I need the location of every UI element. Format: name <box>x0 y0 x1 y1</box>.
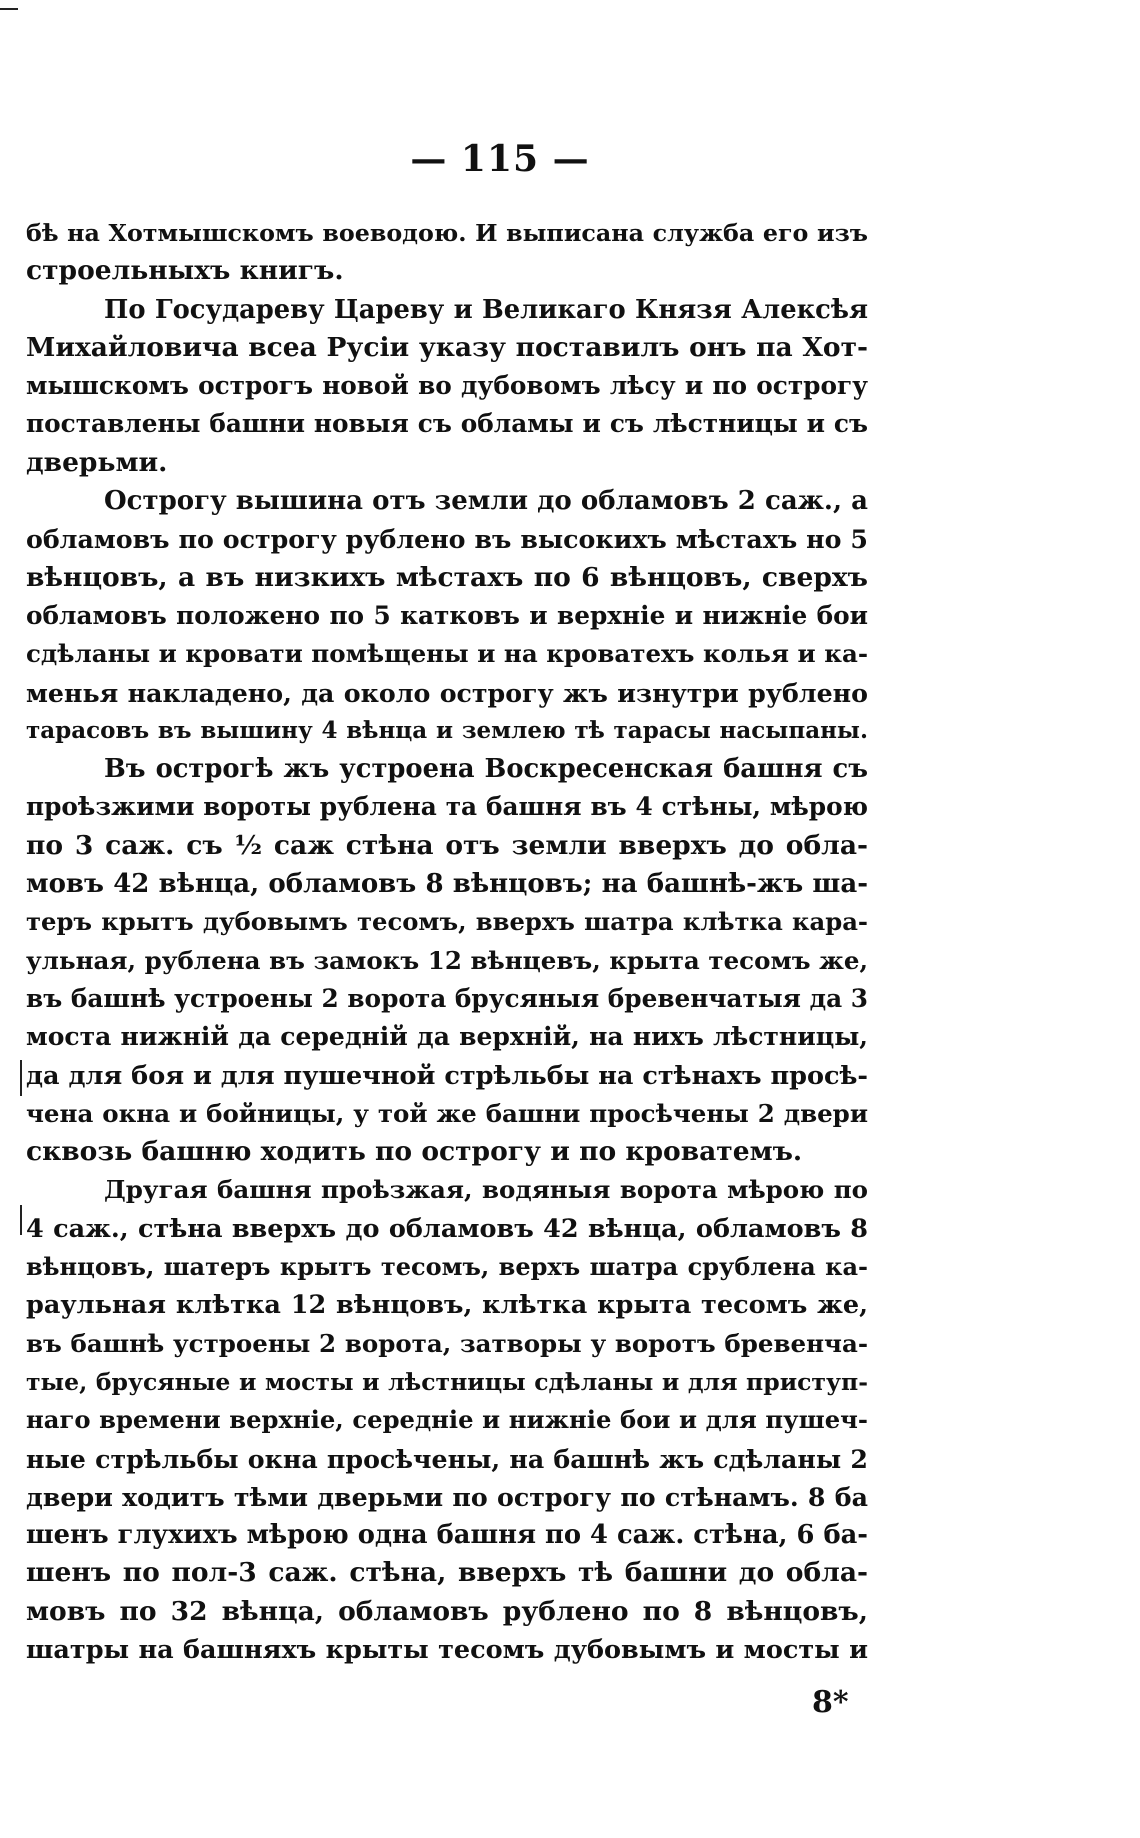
body-text <box>26 214 868 1669</box>
text-line: ные стрѣльбы окна просѣчены, на башнѣ жъ сдѣланы 2 <box>26 1443 868 1474</box>
text-line: двери ходитъ тѣми дверьми по острогу по стѣнамъ. 8 ба <box>26 1481 868 1512</box>
text-line: По Государеву Цареву и Великаго Князя Алексѣя <box>104 294 868 325</box>
text-line: чена окна и бойницы, у той же башни просѣчены 2 двери <box>26 1098 868 1128</box>
text-line: тарасовъ въ вышину 4 вѣнца и землею тѣ тарасы насыпаны. <box>26 716 868 744</box>
text-line: Острогу вышина отъ земли до обламовъ 2 саж., а <box>104 486 868 517</box>
text-line: по 3 саж. съ ½ саж стѣна отъ земли вверхъ до обла- <box>26 829 868 861</box>
text-line: раульная клѣтка 12 вѣнцовъ, клѣтка крыта тесомъ же, <box>26 1290 868 1321</box>
edge-mark <box>20 1060 22 1096</box>
text-line: наго времени верхніе, середніе и нижніе бои и для пушеч- <box>26 1405 868 1435</box>
signature-mark: 8* <box>812 1685 849 1720</box>
text-line: шенъ глухихъ мѣрою одна башня по 4 саж. стѣна, 6 ба- <box>26 1520 868 1551</box>
text-line: мовъ 42 вѣнца, обламовъ 8 вѣнцовъ; на башнѣ-жъ ша- <box>26 869 868 900</box>
text-line: мовъ по 32 вѣнца, обламовъ рублено по 8 вѣнцовъ, <box>26 1595 868 1627</box>
text-line: тые, брусяные и мосты и лѣстницы сдѣланы и для приступ- <box>26 1367 868 1396</box>
text-line: шатры на башняхъ крыты тесомъ дубовымъ и мосты и <box>26 1634 868 1665</box>
text-line: въ башнѣ устроены 2 ворота брусяныя бревенчатыя да 3 <box>26 983 868 1013</box>
text-line: сдѣланы и кровати помѣщены и на кроватехъ колья и ка- <box>26 639 868 669</box>
text-line: менья накладено, да около острогу жъ изнутри рублено <box>26 677 868 708</box>
text-line: Михайловича всеа Русіи указу поставилъ онъ па Хот- <box>26 331 868 363</box>
text-line: проѣзжими вороты рублена та башня въ 4 стѣны, мѣрою <box>26 792 868 822</box>
text-line: да для боя и для пушечной стрѣльбы на стѣнахъ просѣ- <box>26 1060 868 1091</box>
text-line: строельныхъ книгъ. <box>26 255 344 287</box>
edge-mark <box>20 1205 22 1235</box>
text-line: обламовъ положено по 5 катковъ и верхніе и нижніе бои <box>26 600 868 630</box>
edge-mark <box>0 8 18 10</box>
text-line: сквозь башню ходить по острогу и по кроватемъ. <box>26 1136 803 1168</box>
text-line: моста нижній да середній да верхній, на нихъ лѣстницы, <box>26 1022 868 1052</box>
text-line: мышскомъ острогъ новой во дубовомъ лѣсу и по острогу <box>26 371 868 401</box>
text-line: ульная, рублена въ замокъ 12 вѣнцевъ, крыта тесомъ же, <box>26 945 868 975</box>
text-line: вѣнцовъ, а въ низкихъ мѣстахъ по 6 вѣнцовъ, сверхъ <box>26 561 868 593</box>
text-line: бѣ на Хотмышскомъ воеводою. И выписана служба его изъ <box>26 219 868 247</box>
text-line: дверьми. <box>26 446 168 478</box>
page-number: — 115 — <box>410 138 590 180</box>
text-line: поставлены башни новыя съ обламы и съ лѣстницы и съ <box>26 409 868 439</box>
text-line: 4 саж., стѣна вверхъ до обламовъ 42 вѣнца, обламовъ 8 <box>26 1213 868 1244</box>
text-line: шенъ по пол-3 саж. стѣна, вверхъ тѣ башни до обла- <box>26 1557 868 1589</box>
text-line: вѣнцовъ, шатеръ крытъ тесомъ, верхъ шатра срублена ка- <box>26 1252 868 1282</box>
text-line: Въ острогѣ жъ устроена Воскресенская башня съ <box>104 754 868 785</box>
text-line: въ башнѣ устроены 2 ворота, затворы у воротъ бревенча- <box>26 1328 868 1358</box>
text-line: обламовъ по острогу рублено въ высокихъ мѣстахъ но 5 <box>26 524 868 555</box>
text-line: Другая башня проѣзжая, водяныя ворота мѣрою по <box>104 1175 868 1205</box>
text-line: теръ крытъ дубовымъ тесомъ, вверхъ шатра клѣтка кара- <box>26 907 868 937</box>
